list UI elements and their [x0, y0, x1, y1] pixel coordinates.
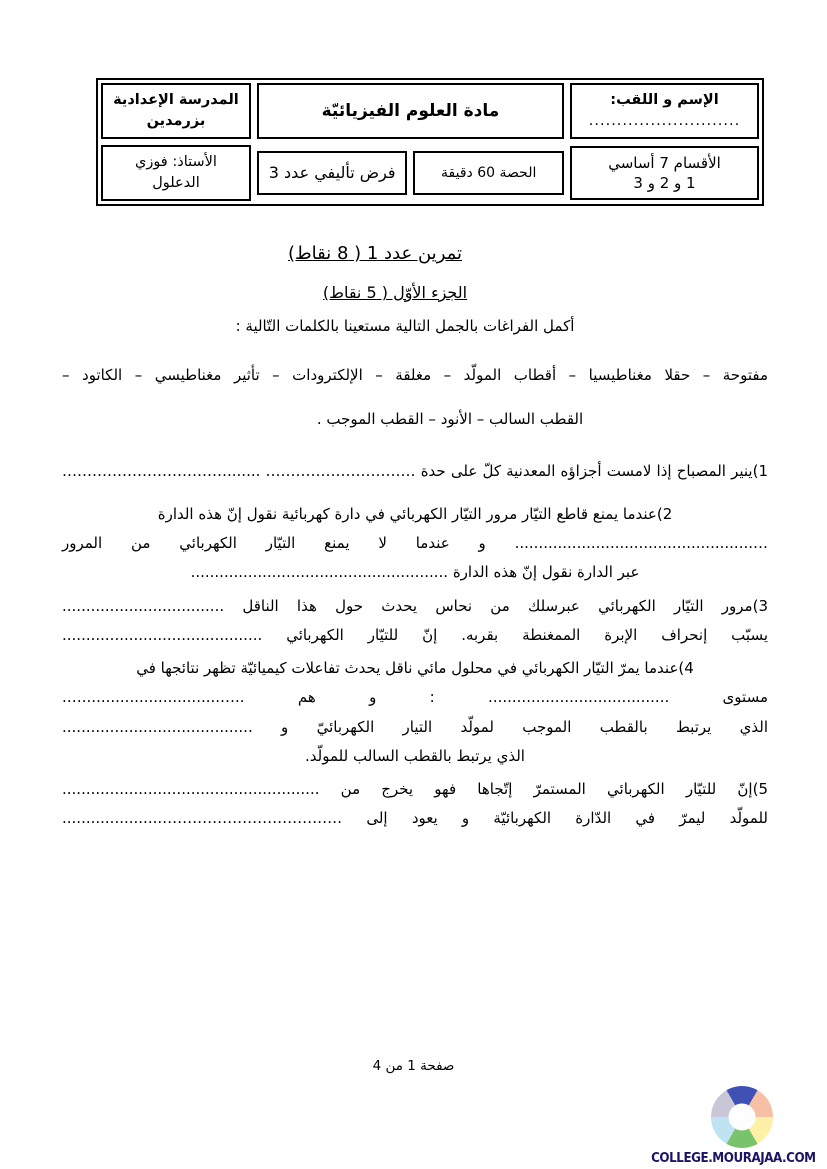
question-4-line-3: الذي يرتبط بالقطب الموجب لمولّد التيار الكهربائيّ و ........................................ [62, 717, 768, 736]
question-3 [62, 592, 768, 651]
mourajaa-circle-logo-icon [711, 1086, 773, 1148]
site-logo-block [651, 1084, 822, 1166]
page-number: صفحة 1 من 4 [372, 1058, 455, 1074]
instruction-text: أكمل الفراغات بالجمل التالية مستعينا بالكلمات التّالية : [235, 317, 575, 335]
exam-type-cell [254, 142, 411, 204]
question-5-line-2: للمولّد ليمرّ في الدّارة الكهربائيّة و يعود إلى ………………………………..................... [62, 809, 768, 828]
question-2-line-2: ….................................................. و عندما لا يمنع التيّار الكهربائي من المرور [62, 534, 768, 552]
student-name-cell [567, 80, 762, 142]
question-2-line-1: 2)عندما يمنع قاطع التيّار مرور التيّار الكهربائي في دارة كهربائية نقول إنّ هذه الدارة [157, 504, 673, 523]
question-4-line-1: 4)عندما يمرّ التيّار الكهربائي في محلول مائي ناقل يحدث تفاعلات كيميائيّة تظهر نتائجها في [136, 659, 694, 677]
duration-cell [410, 142, 567, 204]
exercise-title: تمرين عدد 1 ( 8 نقاط) [287, 243, 463, 264]
question-4-line-2: مستوى ...................................... : و هم ..….............................…. [62, 688, 768, 707]
word-bank-line-2: القطب السالب – الأنود – القطب الموجب . [316, 410, 584, 428]
question-5 [62, 775, 768, 834]
word-bank-line-1: مفتوحة – حقلا مغناطيسيا – أقطاب المولّد – مغلقة – الإلكترودات – تأثير مغناطيسي – الكاتود – [62, 365, 768, 384]
subject-label: مادة العلوم الفيزيائيّة [321, 100, 500, 121]
question-1 [62, 457, 768, 486]
svg-text:موقع مراجعة علوم الإعدادي: موقع مراجعة علوم الإعدادي [731, 1084, 736, 1094]
exam-type-label: فرض تأليفي عدد 3 [268, 163, 396, 183]
header-info-table [96, 78, 764, 206]
school-cell [98, 80, 254, 142]
duration-label: الحصة 60 دقيقة [441, 164, 537, 181]
site-url-label: COLLEGE.MOURAJAA.COM [651, 1151, 816, 1166]
question-5-line-1: 5)إنّ للتيّار الكهربائي المستمرّ إتّجاها فهو يخرج من ...................................................... [62, 780, 768, 798]
classes-line-2: 1 و 2 و 3 [633, 174, 696, 193]
subject-cell [254, 80, 567, 142]
student-name-label: الإسم و اللقب: [610, 92, 719, 108]
question-2-line-3: عبر الدارة نقول إنّ هذه الدارة ...................................................... [190, 563, 640, 582]
school-name-label: المدرسة الإعدادية بزرمدين [113, 92, 239, 130]
part-title: الجزء الأوّل ( 5 نقاط) [322, 283, 468, 302]
logo-arc-text-icon [711, 1084, 773, 1104]
question-4 [62, 654, 768, 771]
teacher-cell [98, 142, 254, 204]
classes-line-1: الأقسام 7 أساسي [608, 153, 721, 172]
teacher-name-label: الأستاذ: فوزي الدعلول [134, 154, 217, 192]
question-3-line-2: يسبّب إنحراف الإبرة الممغنطة بقربه. إنّ للتيّار الكهربائي .......................................... [62, 625, 768, 644]
question-2 [62, 500, 768, 588]
question-4-line-4: الذي يرتبط بالقطب السالب للمولّد. [305, 746, 525, 765]
header-table-row-2 [98, 142, 762, 204]
question-1-line-1: 1)ينير المصباح إذا لامست أجزاؤه المعدنية كلّ على حدة ………………………… .......…………………………… [62, 461, 768, 480]
exam-content [62, 240, 768, 834]
classes-cell [567, 142, 762, 204]
student-name-dots[interactable]: ........................... [588, 113, 741, 130]
question-3-line-1: 3)مرور التيّار الكهربائي عبرسلك من نحاس يحدث حول هذا الناقل .................................. [62, 596, 768, 615]
header-table-row-1 [98, 80, 762, 142]
